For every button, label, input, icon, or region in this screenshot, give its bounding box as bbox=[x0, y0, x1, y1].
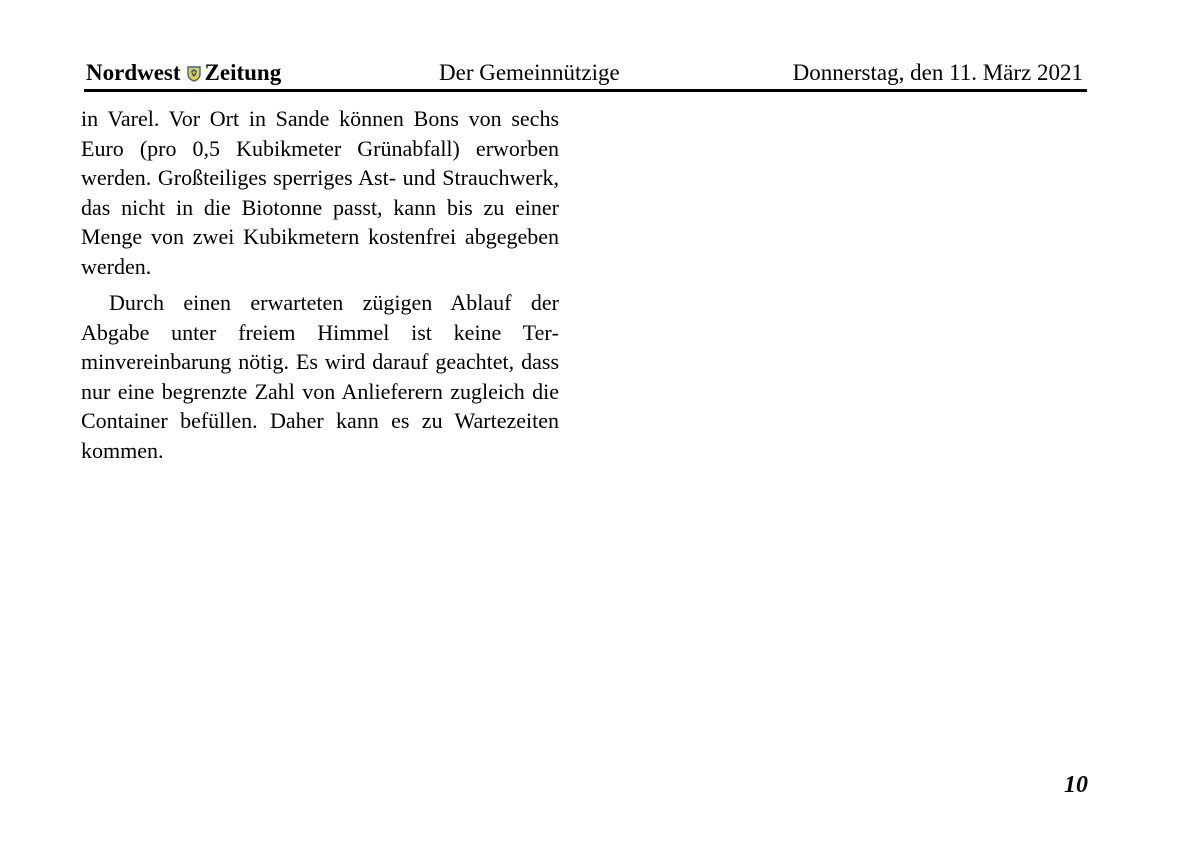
masthead bbox=[86, 58, 281, 88]
section-title: Der Gemeinnützige bbox=[439, 60, 620, 85]
article-paragraph: in Varel. Vor Ort in Sande können Bons von sechs Euro (pro 0,5 Kubikmeter Grünabfall) erworben werden. Großteiliges sperriges Ast- und Strauchwerk, das nicht in die Biotonne passt, kann bis zu einer Menge von zwei Kubikmetern kostenfrei abgegeben werden. bbox=[81, 106, 559, 279]
article-paragraph: Durch einen erwarteten zügigen Ablauf der Abgabe unter freiem Himmel ist keine Terminvereinbarung nötig. Es wird darauf geachtet, dass nur eine begrenzte Zahl von Anlieferern zugleich die Container befüllen. Daher kann es zu Wartezeiten kommen. bbox=[81, 290, 559, 463]
article-column bbox=[81, 104, 559, 465]
header-rule bbox=[84, 89, 1087, 92]
issue-date: Donnerstag, den 11. März 2021 bbox=[792, 60, 1083, 85]
page-header bbox=[86, 58, 1086, 88]
coat-of-arms-icon bbox=[187, 66, 201, 82]
masthead-right: Zeitung bbox=[204, 60, 282, 85]
masthead-left: Nordwest bbox=[86, 60, 181, 85]
page-number: 10 bbox=[1064, 772, 1088, 798]
